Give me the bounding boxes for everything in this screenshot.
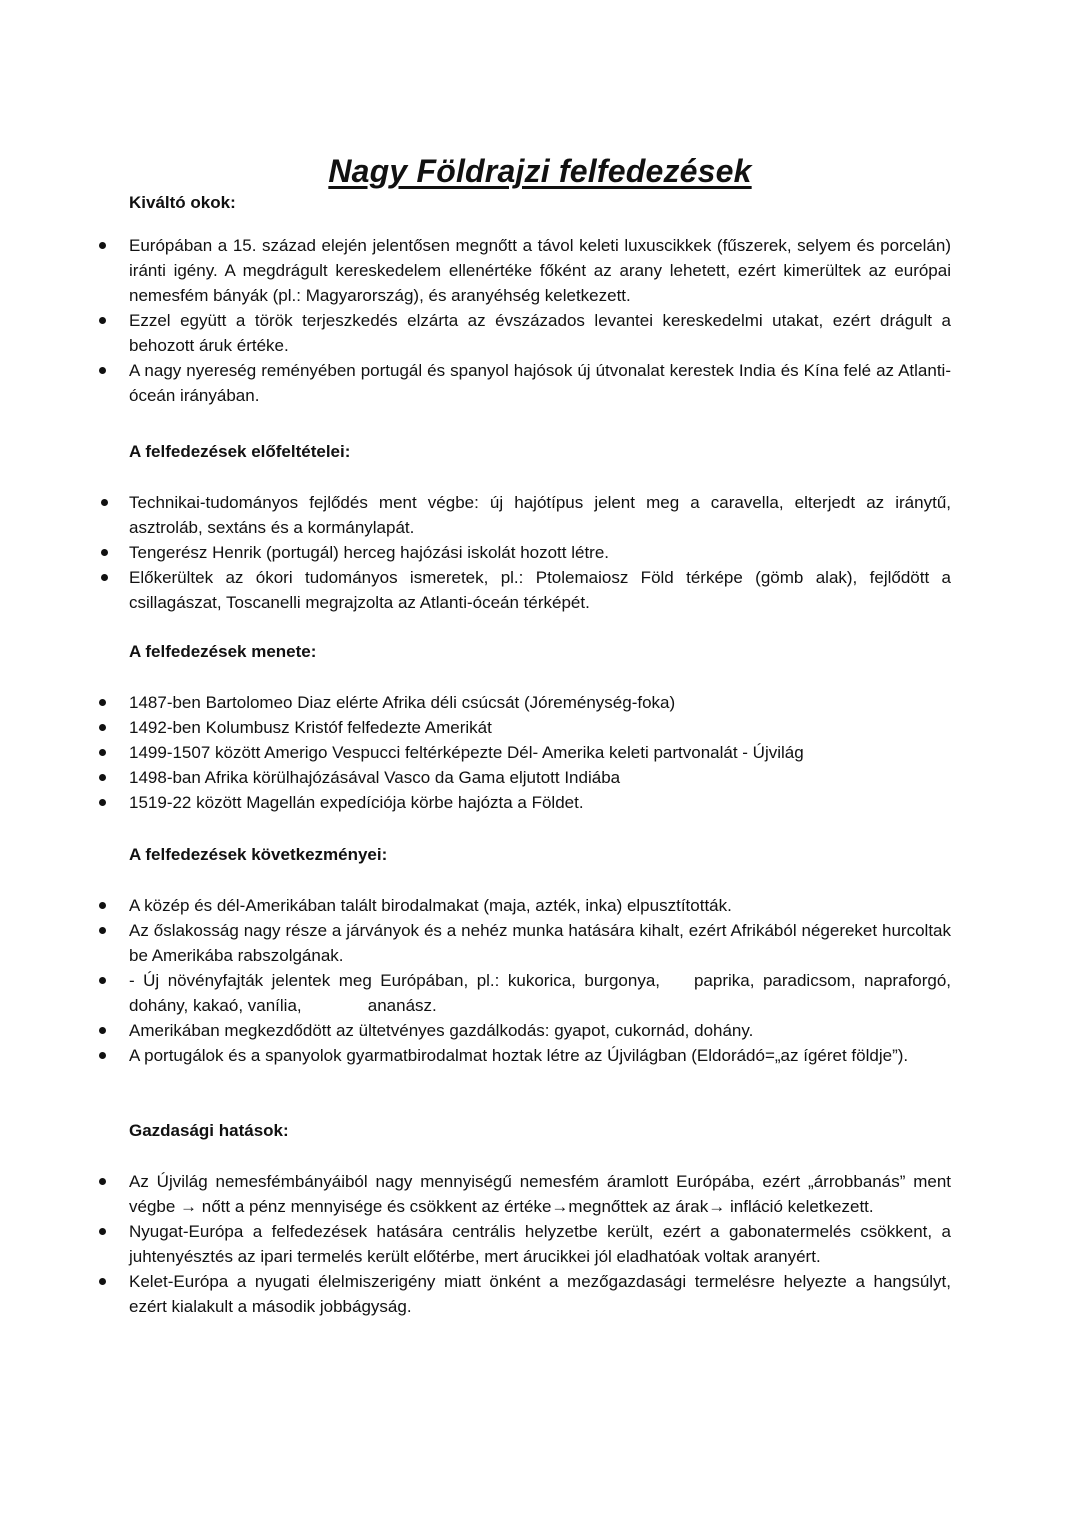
section-course xyxy=(129,640,951,815)
page-title: Nagy Földrajzi felfedezések xyxy=(328,153,752,190)
bullet-list xyxy=(129,233,951,408)
list-item: A közép és dél-Amerikában talált birodalmakat (maja, azték, inka) elpusztították. xyxy=(129,893,951,918)
section-preconditions xyxy=(129,440,951,615)
list-item: 1519-22 között Magellán expedíciója körbe hajózta a Földet. xyxy=(129,790,951,815)
list-item: 1499-1507 között Amerigo Vespucci feltérképezte Dél- Amerika keleti partvonalát - Újvilág xyxy=(129,740,951,765)
list-item: Tengerész Henrik (portugál) herceg hajózási iskolát hozott létre. xyxy=(129,540,951,565)
list-item: Technikai-tudományos fejlődés ment végbe: új hajótípus jelent meg a caravella, elterjedt az iránytű, asztroláb, sextáns és a kormánylapát. xyxy=(129,490,951,540)
list-item: A portugálok és a spanyolok gyarmatbirodalmat hoztak létre az Újvilágban (Eldorádó=„az ígéret földje”). xyxy=(129,1043,951,1068)
bullet-list xyxy=(129,490,951,615)
list-item: Európában a 15. század elején jelentősen megnőtt a távol keleti luxuscikkek (fűszerek, selyem és porcelán) iránti igény. A megdrágult kereskedelem ellenértéke főként az arany lehetett, ezért kimerültek az európai nemesfém bányák (pl.: Magyarország), és aranyéhség keletkezett. xyxy=(129,233,951,308)
list-item: 1487-ben Bartolomeo Diaz elérte Afrika déli csúcsát (Jóreménység-foka) xyxy=(129,690,951,715)
list-item: Az őslakosság nagy része a járványok és a nehéz munka hatására kihalt, ezért Afrikából négereket hurcoltak be Amerikába rabszolgának. xyxy=(129,918,951,968)
section-heading: A felfedezések menete: xyxy=(129,642,317,661)
list-item: Nyugat-Európa a felfedezések hatására centrális helyzetbe került, ezért a gabonatermelés csökkent, a juhtenyésztés az ipari termelés került előtérbe, mert árucikkei jól eladhatóak voltak aranyért. xyxy=(129,1219,951,1269)
section-economic-effects xyxy=(129,1119,951,1319)
section-heading: A felfedezések következményei: xyxy=(129,845,388,864)
list-item: Ezzel együtt a török terjeszkedés elzárta az évszázados levantei kereskedelmi utakat, ezért drágult a behozott áruk értéke. xyxy=(129,308,951,358)
list-item: Amerikában megkezdődött az ültetvényes gazdálkodás: gyapot, cukornád, dohány. xyxy=(129,1018,951,1043)
bullet-list xyxy=(129,1169,951,1319)
section-heading: Kiváltó okok: xyxy=(129,193,236,212)
section-heading: A felfedezések előfeltételei: xyxy=(129,442,351,461)
list-item: A nagy nyereség reményében portugál és spanyol hajósok új útvonalat kerestek India és Kína felé az Atlanti-óceán irányában. xyxy=(129,358,951,408)
list-item: Előkerültek az ókori tudományos ismeretek, pl.: Ptolemaiosz Föld térképe (gömb alak), fejlődött a csillagászat, Toscanelli megrajzolta az Atlanti-óceán térképét. xyxy=(129,565,951,615)
list-item: Kelet-Európa a nyugati élelmiszerigény miatt önként a mezőgazdasági termelésre helyezte a hangsúlyt, ezért kialakult a második jobbágyság. xyxy=(129,1269,951,1319)
bullet-list xyxy=(129,893,956,1068)
section-heading: Gazdasági hatások: xyxy=(129,1121,289,1140)
bullet-list xyxy=(129,690,951,815)
section-causes xyxy=(129,191,951,408)
list-item: 1492-ben Kolumbusz Kristóf felfedezte Amerikát xyxy=(129,715,951,740)
list-item: Az Újvilág nemesfémbányáiból nagy mennyiségű nemesfém áramlott Európába, ezért „árrobbanás” ment végbe → nőtt a pénz mennyisége és csökkent az értéke→megnőttek az árak→ infláció keletkezett. xyxy=(129,1169,951,1219)
section-consequences xyxy=(129,843,956,1068)
list-item: - Új növényfajták jelentek meg Európában, pl.: kukorica, burgonya, paprika, paradicsom, napraforgó, dohány, kakaó, vanília, ananász. xyxy=(129,968,951,1018)
list-item: 1498-ban Afrika körülhajózásával Vasco da Gama eljutott Indiába xyxy=(129,765,951,790)
